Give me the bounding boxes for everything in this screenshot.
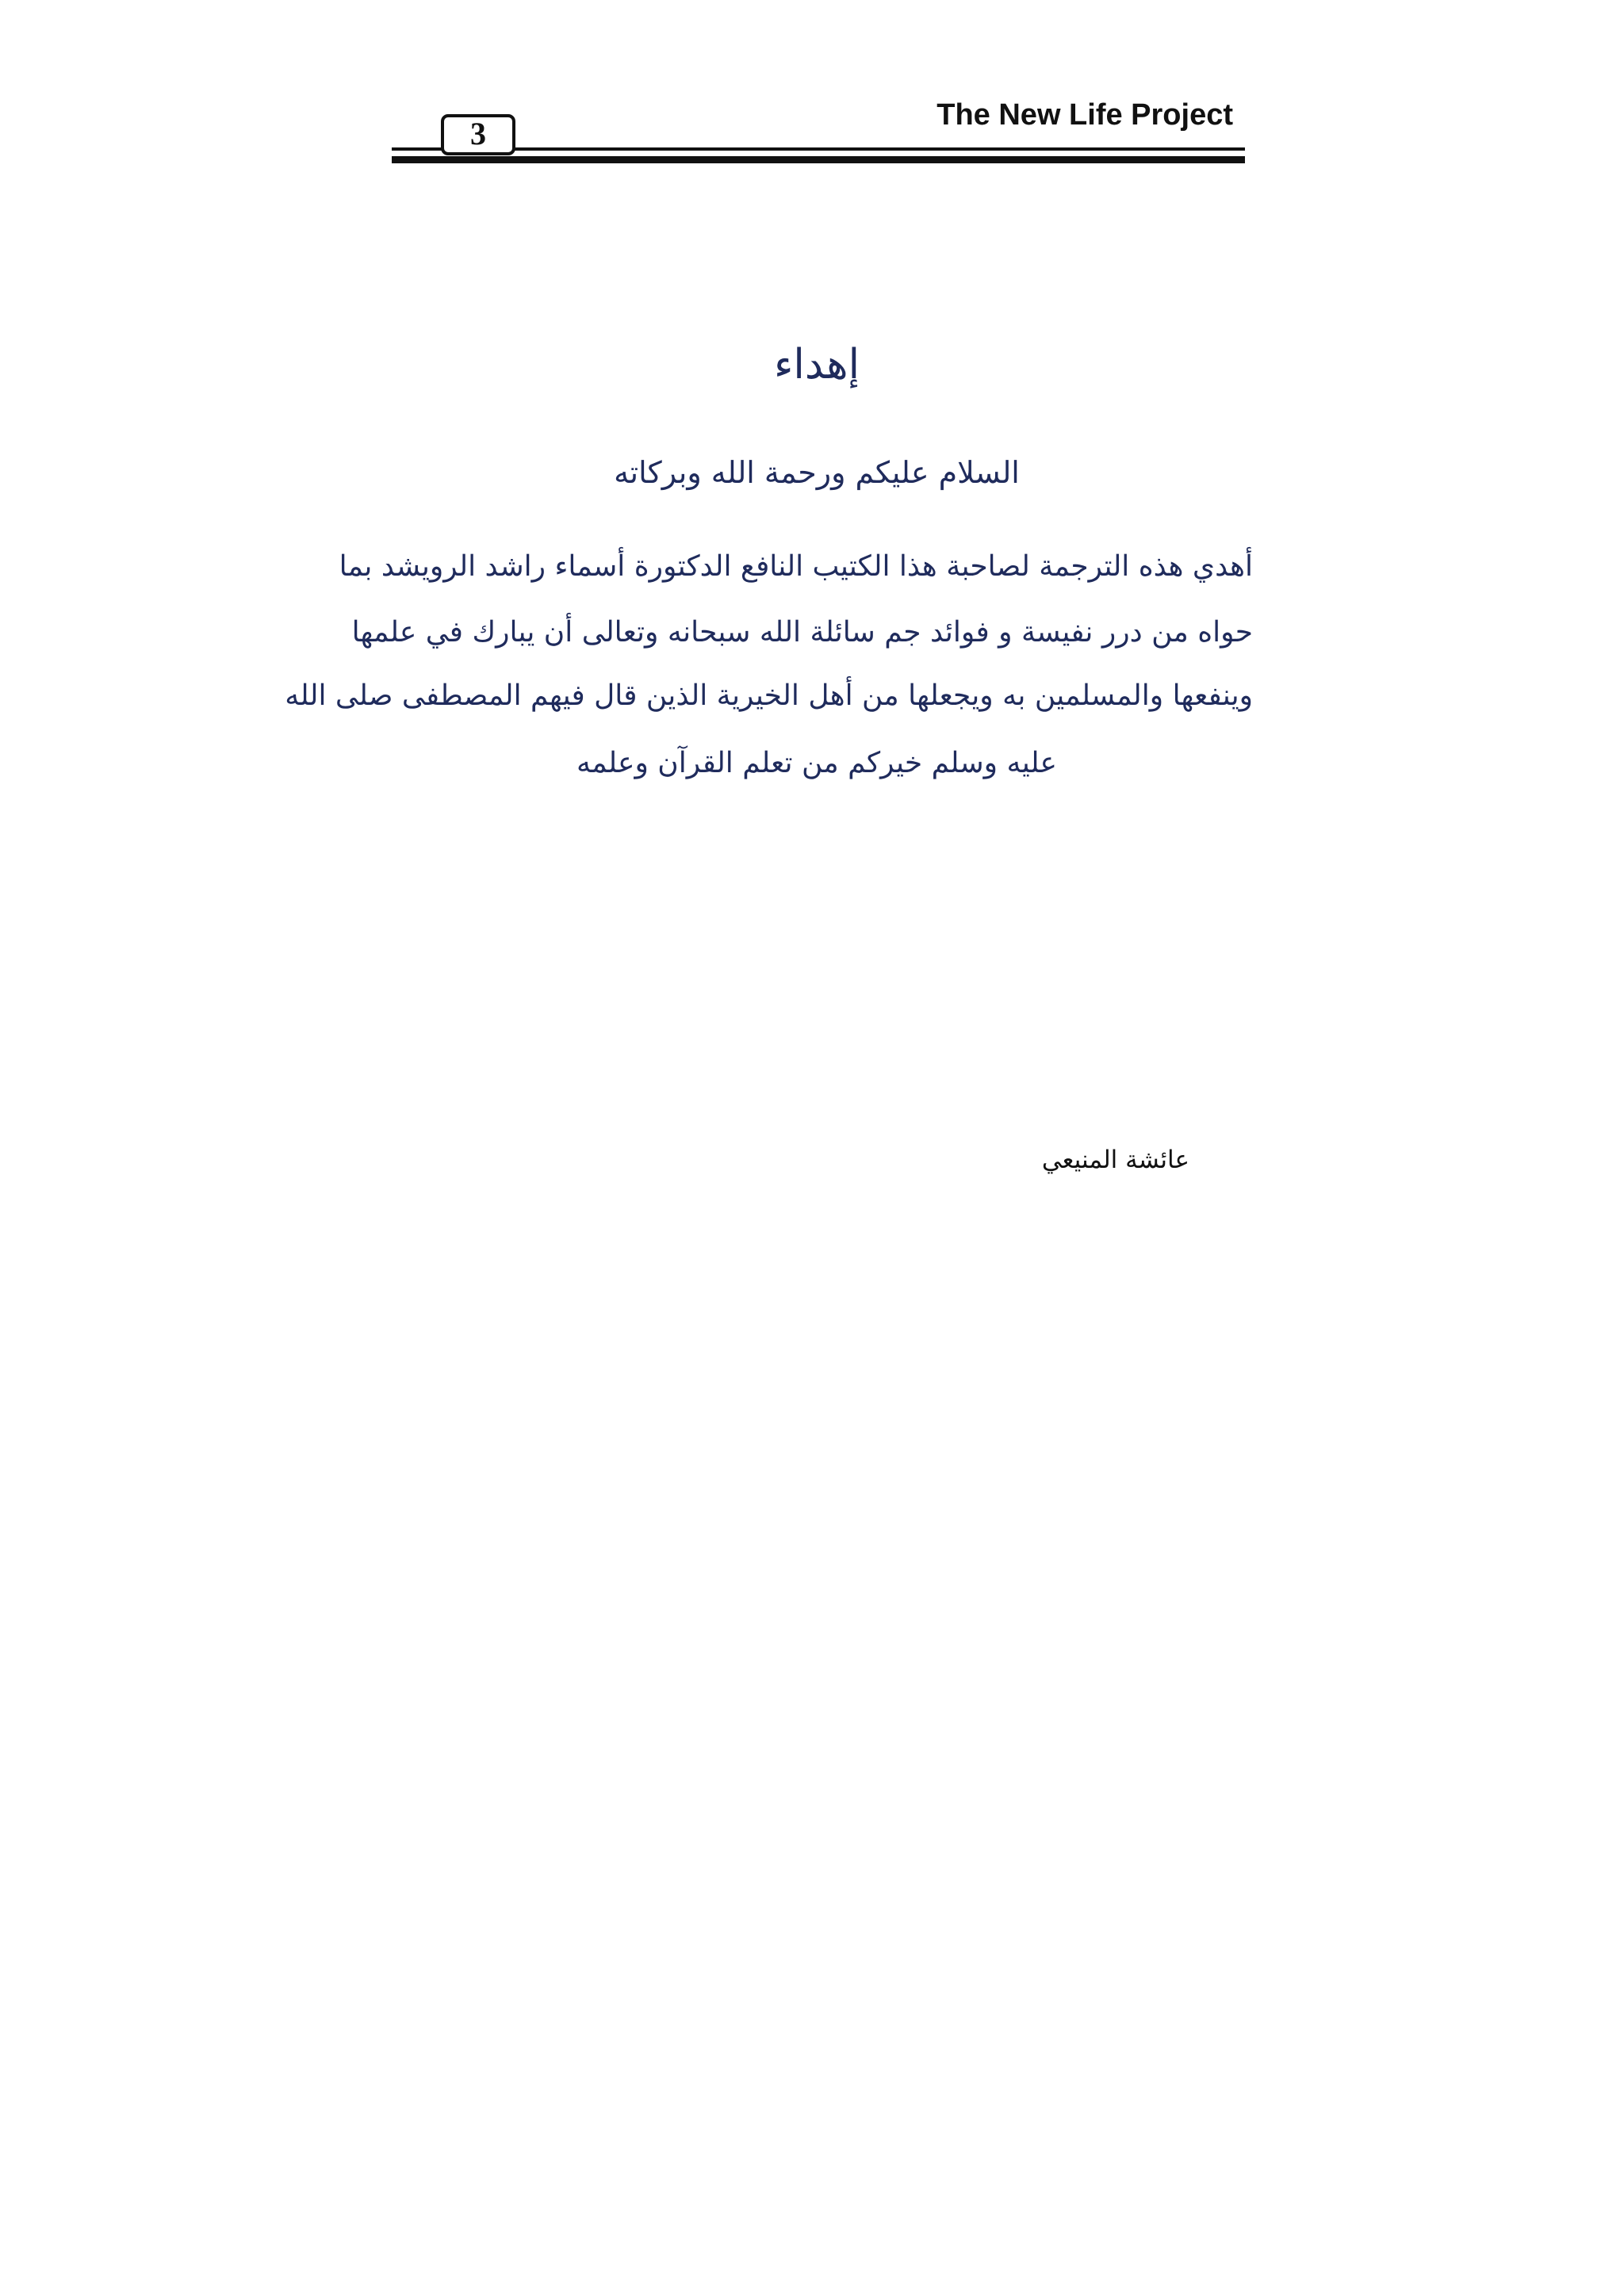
dedication-text-line: أهدي هذه الترجمة لصاحبة هذا الكتيب النافع الدكتورة أسماء راشد الرويشد بما xyxy=(339,550,1253,583)
dedication-text-line: حواه من درر نفيسة و فوائد جم سائلة الله سبحانه وتعالى أن يبارك في علمها xyxy=(351,616,1253,649)
header-title: The New Life Project xyxy=(936,98,1233,132)
header-rule-thick xyxy=(392,156,1245,163)
header-rule-thin xyxy=(392,147,1245,151)
dedication-text-line: عليه وسلم خيركم من تعلم القرآن وعلمه xyxy=(576,747,1058,779)
signature: عائشة المنيعي xyxy=(1041,1146,1189,1174)
dedication-greeting: السلام عليكم ورحمة الله وبركاته xyxy=(614,455,1020,490)
dedication-text-line: وينفعها والمسلمين به ويجعلها من أهل الخيرية الذين قال فيهم المصطفى صلى الله xyxy=(285,679,1253,712)
dedication-heading: إهداء xyxy=(773,341,860,388)
page-number: 3 xyxy=(441,114,515,155)
